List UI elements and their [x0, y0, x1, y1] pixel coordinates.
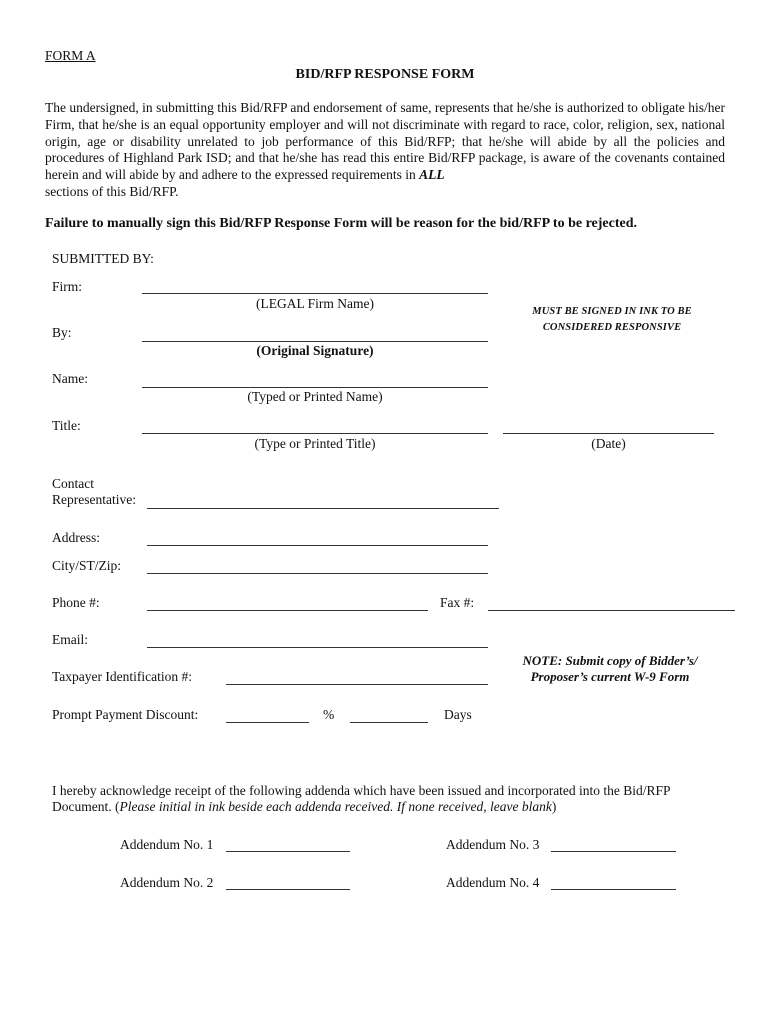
- contact-label-2: Representative:: [52, 492, 136, 507]
- addendum-2-label: Addendum No. 2: [120, 875, 214, 890]
- addenda-instruction-line: [52, 799, 556, 815]
- discount-days-field[interactable]: [350, 722, 428, 723]
- addendum-1-initial-field[interactable]: [226, 851, 350, 852]
- intro-tail: sections of this Bid/RFP.: [45, 184, 179, 199]
- title-field[interactable]: [142, 433, 488, 434]
- addendum-1-label: Addendum No. 1: [120, 837, 214, 852]
- date-caption: (Date): [591, 436, 626, 451]
- contact-label-1: Contact: [52, 476, 94, 491]
- must-sign-note-1: MUST BE SIGNED IN INK TO BE: [532, 306, 692, 317]
- firm-label: Firm:: [52, 279, 83, 294]
- name-field[interactable]: [142, 387, 488, 388]
- page-title: BID/RFP RESPONSE FORM: [295, 67, 475, 82]
- addendum-3-initial-field[interactable]: [551, 851, 676, 852]
- name-label: Name:: [52, 371, 88, 386]
- taxpayer-label: Taxpayer Identification #:: [52, 669, 192, 684]
- date-field[interactable]: [503, 433, 714, 434]
- addendum-4-label: Addendum No. 4: [446, 875, 540, 890]
- title-label: Title:: [52, 418, 81, 433]
- title-caption: (Type or Printed Title): [254, 436, 376, 451]
- contact-representative-field[interactable]: [147, 508, 499, 509]
- address-field[interactable]: [147, 545, 488, 546]
- by-label: By:: [52, 325, 72, 340]
- taxpayer-id-field[interactable]: [226, 684, 488, 685]
- w9-note-1: NOTE: Submit copy of Bidder’s/: [522, 653, 698, 668]
- addenda-instruction: Please initial in ink beside each addenda received. If none received, leave blank: [119, 799, 552, 814]
- addendum-3-label: Addendum No. 3: [446, 837, 540, 852]
- fax-field[interactable]: [488, 610, 735, 611]
- email-field[interactable]: [147, 647, 488, 648]
- name-caption: (Typed or Printed Name): [247, 389, 383, 404]
- address-label: Address:: [52, 530, 100, 545]
- addenda-doc-suffix: ): [551, 799, 557, 814]
- intro-emphasis: ALL: [419, 167, 445, 183]
- firm-caption: (LEGAL Firm Name): [256, 296, 374, 311]
- must-sign-note-2: CONSIDERED RESPONSIVE: [542, 322, 682, 333]
- city-label: City/ST/Zip:: [52, 558, 122, 573]
- intro-paragraph: [45, 100, 725, 184]
- discount-percent-field[interactable]: [226, 722, 309, 723]
- firm-name-field[interactable]: [142, 293, 488, 294]
- intro-text: The undersigned, in submitting this Bid/RFP and endorsement of same, represents that he/she is authorized to obligate his/her Firm, that he/she is an equal opportunity employer and will not discriminate with regard to race, color, religion, sex, national origin, age or disability unrelated to job performance of this Bid/RFP; that he/she will abide by all the policies and procedures of Highland Park ISD; and that he/she has read this entire Bid/RFP package, is aware of the covenants contained herein and will abide by and adhere to the expressed requirements in: [45, 100, 725, 183]
- city-st-zip-field[interactable]: [147, 573, 488, 574]
- days-label: Days: [444, 707, 472, 722]
- signature-field[interactable]: [142, 341, 488, 342]
- signature-warning: Failure to manually sign this Bid/RFP Response Form will be reason for the bid/RFP to be rejected.: [45, 216, 638, 231]
- prompt-payment-label: Prompt Payment Discount:: [52, 707, 199, 722]
- phone-label: Phone #:: [52, 595, 100, 610]
- signature-caption: (Original Signature): [256, 343, 374, 358]
- form-label: FORM A: [45, 48, 96, 63]
- phone-field[interactable]: [147, 610, 428, 611]
- addenda-doc-prefix: Document. (: [52, 799, 120, 814]
- submitted-by-heading: SUBMITTED BY:: [52, 251, 154, 266]
- addenda-intro: I hereby acknowledge receipt of the following addenda which have been issued and incorporated into the Bid/RFP: [52, 783, 671, 798]
- addendum-4-initial-field[interactable]: [551, 889, 676, 890]
- percent-sign: %: [323, 707, 335, 722]
- addendum-2-initial-field[interactable]: [226, 889, 350, 890]
- email-label: Email:: [52, 632, 88, 647]
- fax-label: Fax #:: [440, 595, 475, 610]
- w9-note-2: Proposer’s current W-9 Form: [530, 669, 690, 684]
